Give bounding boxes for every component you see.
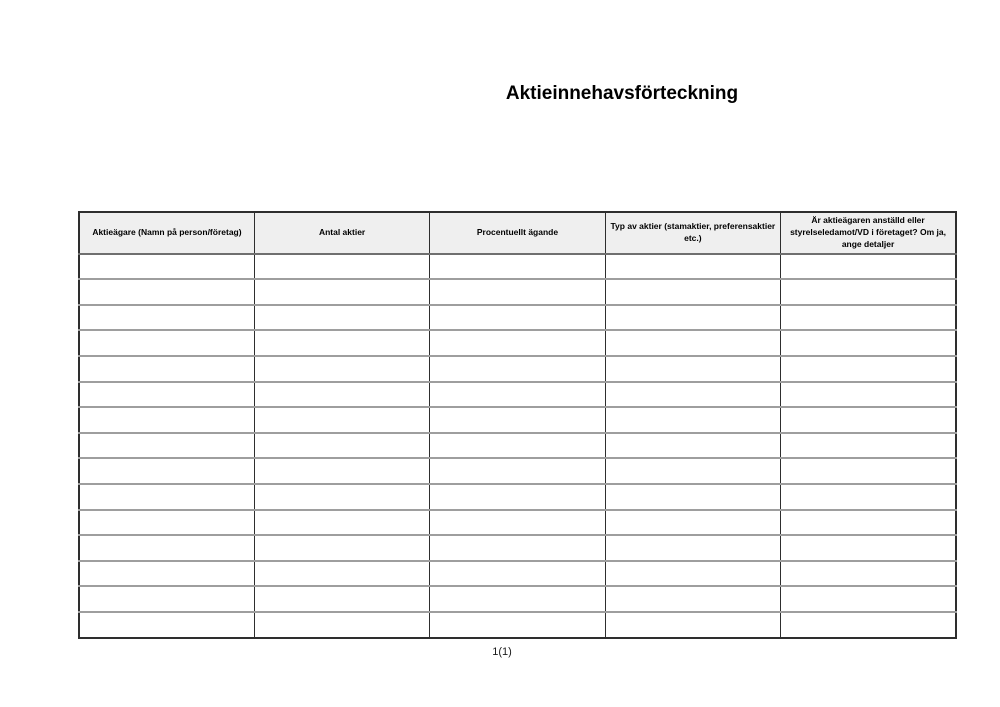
table-cell (605, 484, 780, 510)
table-cell (79, 356, 254, 382)
table-cell (605, 458, 780, 484)
table-cell (605, 586, 780, 612)
table-cell (781, 612, 956, 638)
table-cell (605, 407, 780, 433)
table-cell (605, 279, 780, 305)
column-header-employee-status: Är aktieägaren anställd eller styrelseledamot/VD i företaget? Om ja, ange detaljer (781, 212, 956, 254)
table-cell (79, 510, 254, 536)
table-cell (430, 612, 605, 638)
table-cell (430, 407, 605, 433)
page-number: 1(1) (492, 646, 512, 658)
table-cell (781, 254, 956, 280)
table-cell (605, 356, 780, 382)
table-row (79, 279, 956, 305)
table-cell (254, 407, 429, 433)
table-cell (254, 612, 429, 638)
table-cell (254, 484, 429, 510)
table-cell (254, 279, 429, 305)
table-cell (79, 382, 254, 408)
table-body (79, 254, 956, 638)
table-cell (79, 586, 254, 612)
column-header-share-type: Typ av aktier (stamaktier, preferensaktier etc.) (605, 212, 780, 254)
table-row (79, 254, 956, 280)
table-cell (430, 356, 605, 382)
table-cell (781, 382, 956, 408)
table-cell (254, 356, 429, 382)
table-cell (605, 330, 780, 356)
table-cell (430, 561, 605, 587)
table-cell (79, 561, 254, 587)
table-row (79, 407, 956, 433)
table-cell (781, 484, 956, 510)
table-cell (254, 510, 429, 536)
table-cell (781, 407, 956, 433)
table-cell (781, 279, 956, 305)
table-cell (79, 612, 254, 638)
table-row (79, 433, 956, 459)
table-cell (605, 510, 780, 536)
table-cell (781, 305, 956, 331)
table-cell (781, 535, 956, 561)
table-cell (79, 254, 254, 280)
table-cell (254, 586, 429, 612)
table-row (79, 510, 956, 536)
table-cell (254, 330, 429, 356)
table-cell (430, 458, 605, 484)
table-cell (254, 433, 429, 459)
table-cell (605, 561, 780, 587)
table-cell (254, 305, 429, 331)
table-cell (605, 433, 780, 459)
table-cell (79, 433, 254, 459)
table-cell (605, 254, 780, 280)
page-title: Aktieinnehavsförteckning (505, 83, 739, 104)
table-cell (254, 535, 429, 561)
table-cell (430, 382, 605, 408)
table-cell (605, 535, 780, 561)
table-cell (605, 305, 780, 331)
table-cell (430, 305, 605, 331)
table-cell (79, 407, 254, 433)
table-cell (605, 382, 780, 408)
table-row (79, 330, 956, 356)
table-row (79, 305, 956, 331)
column-header-ownership-percent: Procentuellt ägande (430, 212, 605, 254)
table-cell (430, 484, 605, 510)
table-row (79, 356, 956, 382)
table-cell (79, 305, 254, 331)
column-header-share-count: Antal aktier (254, 212, 429, 254)
table-cell (79, 458, 254, 484)
table-row (79, 484, 956, 510)
table-cell (79, 279, 254, 305)
table-cell (781, 561, 956, 587)
table-header-row (79, 212, 956, 254)
table-cell (781, 586, 956, 612)
table-row (79, 561, 956, 587)
table-cell (254, 561, 429, 587)
table-cell (781, 510, 956, 536)
share-register-table (78, 211, 957, 639)
table-cell (781, 356, 956, 382)
table-cell (79, 330, 254, 356)
table-cell (430, 433, 605, 459)
table-cell (430, 586, 605, 612)
table-cell (781, 458, 956, 484)
column-header-shareholder: Aktieägare (Namn på person/företag) (79, 212, 254, 254)
table-cell (430, 279, 605, 305)
table-cell (605, 612, 780, 638)
table-cell (79, 535, 254, 561)
table-cell (254, 254, 429, 280)
table-cell (254, 458, 429, 484)
table-cell (781, 330, 956, 356)
table-cell (781, 433, 956, 459)
table-cell (430, 535, 605, 561)
table-row (79, 535, 956, 561)
table-cell (430, 254, 605, 280)
table-row (79, 382, 956, 408)
table-cell (254, 382, 429, 408)
table-row (79, 586, 956, 612)
table-cell (430, 330, 605, 356)
table-cell (430, 510, 605, 536)
table-row (79, 612, 956, 638)
table-row (79, 458, 956, 484)
table-cell (79, 484, 254, 510)
